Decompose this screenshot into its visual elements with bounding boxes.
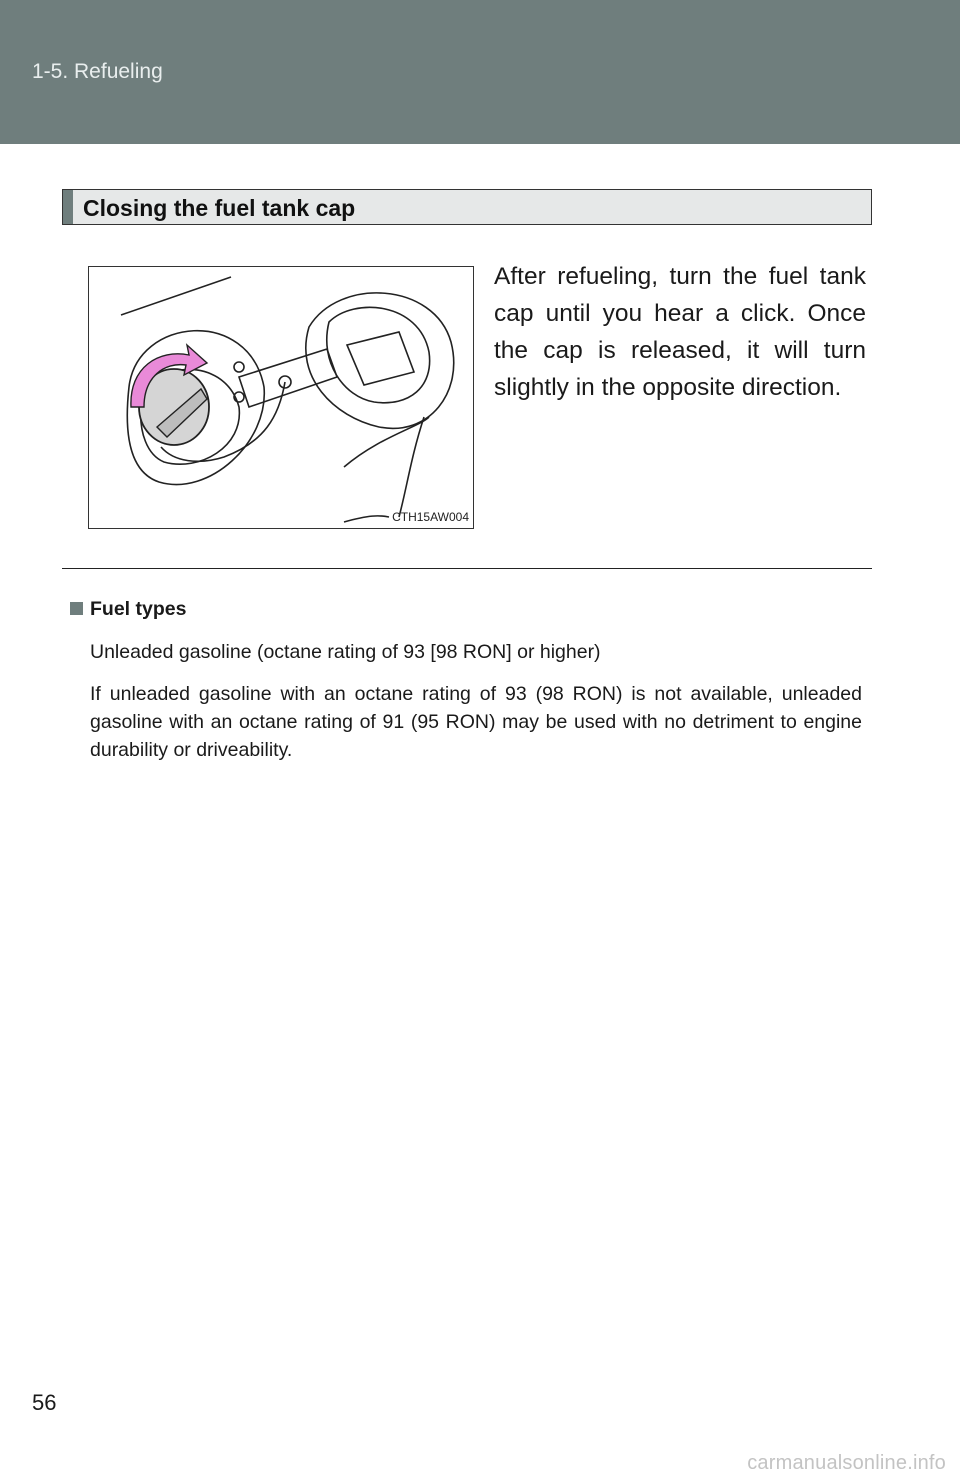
watermark: carmanualsonline.info	[747, 1452, 946, 1474]
square-bullet-icon	[70, 602, 83, 615]
note-heading-text: Fuel types	[90, 598, 187, 620]
page-number: 56	[32, 1390, 57, 1415]
note-heading	[70, 598, 186, 621]
note-paragraph-1: Unleaded gasoline (octane rating of 93 [98 RON] or higher)	[90, 641, 601, 663]
section-title: Closing the fuel tank cap	[83, 195, 356, 221]
fuel-cap-illustration	[88, 266, 474, 529]
instruction-text: After refueling, turn the fuel tank cap until you hear a click. Once the cap is released, it will turn slightly in the opposite direction.	[494, 263, 866, 401]
header-band	[0, 0, 960, 144]
section-title-bar	[62, 189, 872, 225]
fuel-cap-drawing	[89, 267, 472, 527]
title-accent	[63, 190, 73, 224]
figure-code: CTH15AW004	[392, 510, 469, 524]
note-paragraph-2: If unleaded gasoline with an octane rating of 93 (98 RON) is not available, unleaded gasoline with an octane rating of 91 (95 RON) may be used with no detriment to engine durability or driveability.	[90, 683, 862, 761]
section-breadcrumb: 1-5. Refueling	[32, 60, 163, 83]
divider	[62, 568, 872, 569]
